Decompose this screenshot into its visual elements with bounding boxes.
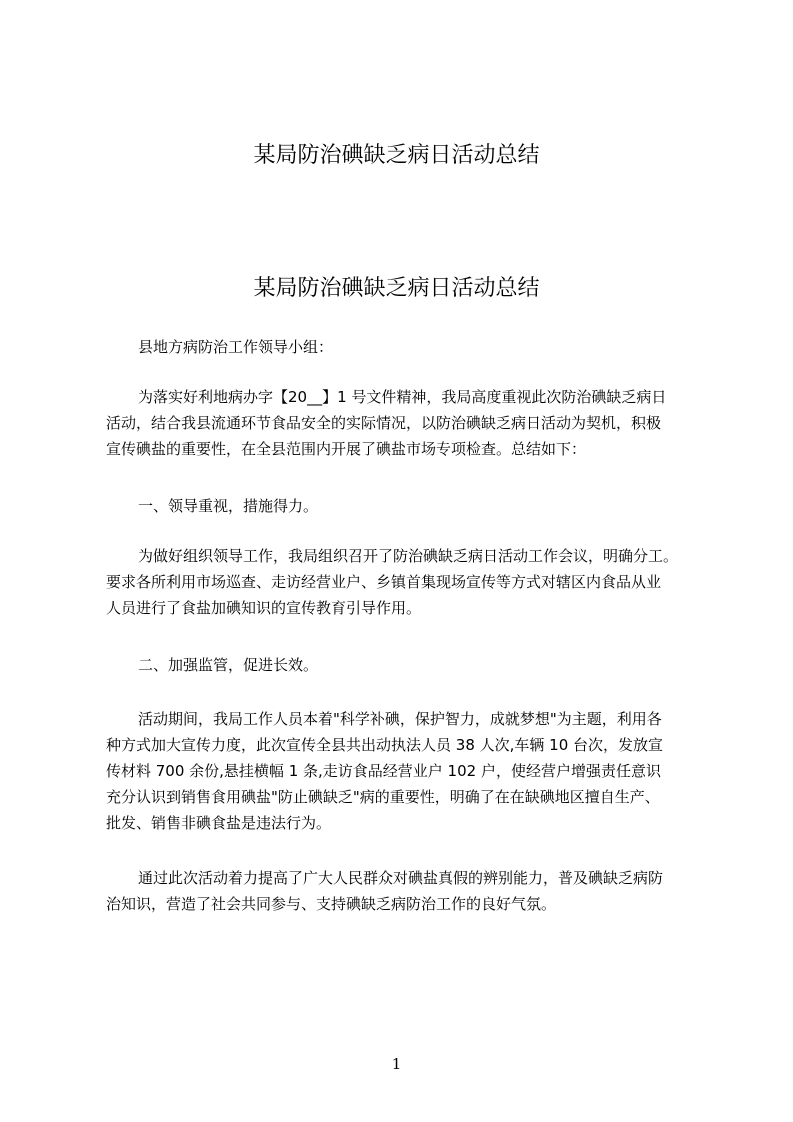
section-heading-line: 二、加强监管，促进长效。 [138,656,319,674]
paragraph-line: 为落实好利地病办字【20__】1 号文件精神，我局高度重视此次防治碘缺乏病日 [138,388,667,406]
section2-paragraph [106,706,706,836]
paragraph-line: 通过此次活动着力提高了广大人民群众对碘盐真假的辨别能力，普及碘缺乏病防 [138,869,664,887]
page-number: 1 [391,1055,402,1073]
paragraph-line: 种方式加大宣传力度，此次宣传全县共出动执法人员 38 人次,车辆 10 台次，发放宣 [106,736,664,754]
intro-paragraph [106,384,706,462]
paragraph-line: 充分认识到销售食用碘盐"防止碘缺乏"病的重要性，明确了在在缺碘地区擅自生产、 [106,788,660,806]
paragraph-line: 要求各所利用市场巡查、走访经营业户、乡镇首集现场宣传等方式对辖区内食品从业 [106,573,662,591]
document-title-top: 某局防治碘缺乏病日活动总结 [253,143,540,168]
paragraph-line: 为做好组织领导工作，我局组织召开了防治碘缺乏病日活动工作会议，明确分工。 [138,547,679,565]
paragraph-line: 活动期间，我局工作人员本着"科学补碘，保护智力，成就梦想"为主题，利用各 [138,710,662,728]
document-title-main: 某局防治碘缺乏病日活动总结 [253,276,540,301]
conclusion-paragraph [106,865,706,917]
paragraph-line: 治知识，营造了社会共同参与、支持碘缺乏病防治工作的良好气氛。 [106,895,557,913]
paragraph-line: 人员进行了食盐加碘知识的宣传教育引导作用。 [106,599,422,617]
paragraph-line: 传材料 700 余份,悬挂横幅 1 条,走访食品经营业户 102 户，使经营户增强责任意识 [106,762,661,780]
salutation-line: 县地方病防治工作领导小组： [138,338,334,356]
section1-paragraph [106,543,706,621]
section2-heading [106,652,706,678]
paragraph-line: 批发、销售非碘食盐是违法行为。 [106,814,332,832]
paragraph-line: 宣传碘盐的重要性，在全县范围内开展了碘盐市场专项检查。总结如下： [106,440,587,458]
paragraph-line: 活动，结合我县流通环节食品安全的实际情况，以防治碘缺乏病日活动为契机，积极 [106,414,662,432]
section1-heading [106,493,706,519]
section-heading-line: 一、领导重视，措施得力。 [138,497,319,515]
salutation [106,334,706,360]
